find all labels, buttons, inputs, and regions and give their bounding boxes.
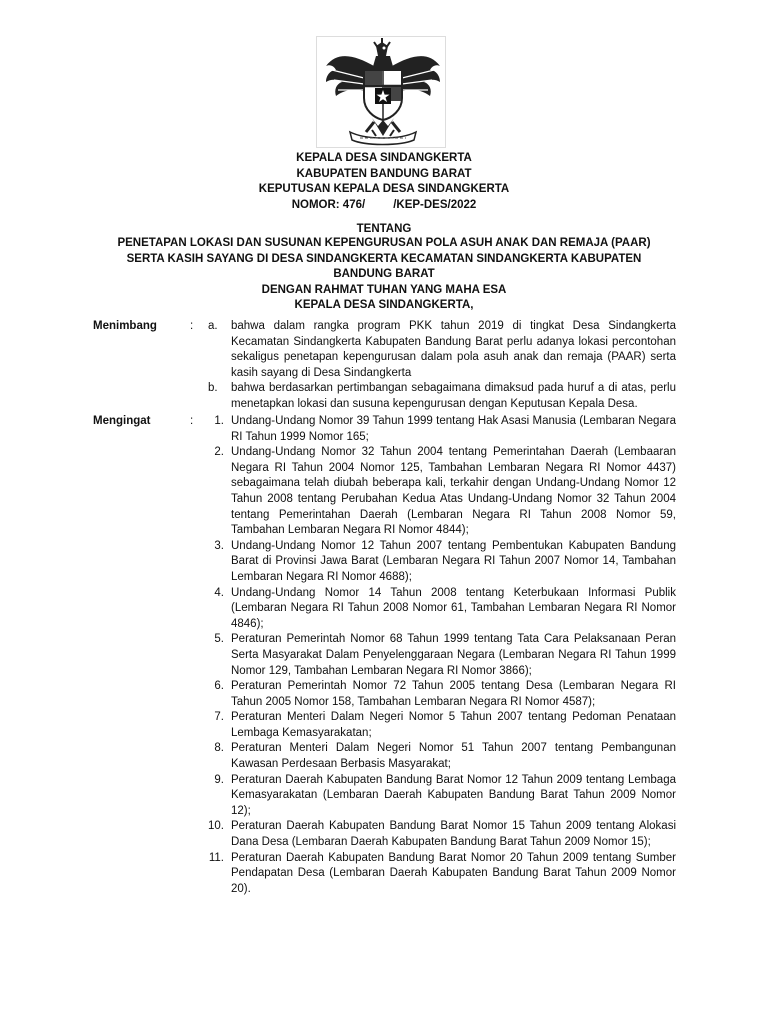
- mengingat-item-text: Undang-Undang Nomor 12 Tahun 2007 tentang Pembentukan Kabupaten Bandung Barat di Provinsi Jawa Barat (Lembaran Negara RI Tahun 2007 Nomor 14, Tambahan Lembaran Negara RI Nomor 4688);: [231, 539, 676, 583]
- mengingat-item-text: Peraturan Pemerintah Nomor 72 Tahun 2005 tentang Desa (Lembaran Negara RI Tahun 2005 Nomor 158, Tambahan Lembaran Negara RI Nomor 4587);: [231, 680, 676, 708]
- mengingat-item: [200, 773, 676, 820]
- mengingat-item-marker: 10.: [208, 820, 224, 833]
- mengingat-item: [200, 539, 676, 586]
- mengingat-item-text: Peraturan Daerah Kabupaten Bandung Barat Nomor 15 Tahun 2009 tentang Alokasi Dana Desa (Lembaran Daerah Kabupaten Bandung Barat Tahun 2009 Nomor 15);: [231, 820, 676, 849]
- menimbang-item-text: bahwa berdasarkan pertimbangan sebagaimana dimaksud pada huruf a di atas, perlu menetapkan lokasi dan susuna kepengurusan dengan Keputusan Kepala Desa.: [231, 382, 676, 410]
- header-line-3: KEPUTUSAN KEPALA DESA SINDANGKERTA: [258, 183, 510, 196]
- mengingat-item: [200, 741, 676, 772]
- menimbang-item-marker: a.: [208, 320, 218, 332]
- mengingat-item-marker: 4.: [214, 586, 224, 599]
- header-line-1: KEPALA DESA SINDANGKERTA: [296, 152, 472, 164]
- title-line-1: PENETAPAN LOKASI DAN SUSUNAN KEPENGURUSAN POLA ASUH ANAK DAN REMAJA (PAAR): [117, 237, 651, 249]
- mengingat-list: [200, 414, 676, 897]
- mengingat-item: [200, 710, 676, 741]
- mengingat-item-marker: 6.: [214, 680, 224, 693]
- garuda-emblem: [316, 36, 446, 148]
- menimbang-list: [200, 319, 676, 413]
- decree-number: [0, 198, 768, 214]
- tentang-heading: TENTANG: [356, 223, 412, 236]
- mengingat-item-text: Peraturan Daerah Kabupaten Bandung Barat Nomor 12 Tahun 2009 tentang Lembaga Kemasyarakatan (Lembaran Daerah Kabupaten Bandung Barat Tahun 2009 Nomor 12);: [231, 773, 676, 817]
- mengingat-item-marker: 1.: [214, 415, 224, 427]
- decree-title: [100, 236, 668, 314]
- mengingat-item-marker: 5.: [214, 633, 224, 646]
- menimbang-item: [200, 319, 676, 381]
- mengingat-item: [200, 851, 676, 898]
- mengingat-item: [200, 586, 676, 633]
- title-line-3: DENGAN RAHMAT TUHAN YANG MAHA ESA: [261, 283, 507, 296]
- title-line-4: KEPALA DESA SINDANGKERTA,: [294, 299, 474, 312]
- mengingat-item: [200, 445, 676, 539]
- mengingat-item: [200, 819, 676, 850]
- mengingat-item-text: Peraturan Menteri Dalam Negeri Nomor 51 Tahun 2007 tentang Pembangunan Kawasan Perdesaan Berbasis Masyarakat;: [231, 742, 676, 771]
- mengingat-item: [200, 679, 676, 710]
- decree-number-prefix: NOMOR: 476/: [291, 198, 366, 211]
- header-line-2: KABUPATEN BANDUNG BARAT: [296, 167, 472, 180]
- mengingat-item: [200, 632, 676, 679]
- mengingat-item: [200, 414, 676, 445]
- mengingat-item-text: Undang-Undang Nomor 39 Tahun 1999 tentang Hak Asasi Manusia (Lembaran Negara RI Tahun 1999 Nomor 165;: [231, 415, 676, 443]
- mengingat-colon: :: [190, 415, 194, 427]
- menimbang-item-marker: b.: [208, 382, 218, 395]
- mengingat-item-text: Peraturan Menteri Dalam Negeri Nomor 5 Tahun 2007 tentang Pedoman Penataan Lembaga Kemasyarakatan;: [231, 711, 676, 739]
- mengingat-item-marker: 11.: [208, 851, 224, 864]
- mengingat-item-text: Undang-Undang Nomor 14 Tahun 2008 tentang Keterbukaan Informasi Publik (Lembaran Negara RI Tahun 2008 Nomor 61, Tambahan Lembaran Negara RI Nomor 4846);: [231, 586, 676, 630]
- mengingat-item-marker: 8.: [214, 742, 224, 755]
- document-header: [0, 151, 768, 238]
- menimbang-colon: :: [190, 320, 194, 332]
- menimbang-item-text: bahwa dalam rangka program PKK tahun 2019 di tingkat Desa Sindangkerta Kecamatan Sindangkerta Kabupaten Bandung Barat perlu adanya lokasi percontohan sekaligus penetapan kepengurusan dalam pola asuh anak dan remaja (PAAR) serta kasih sayang di Desa Sindangkerta: [231, 320, 676, 379]
- mengingat-item-marker: 7.: [214, 711, 224, 724]
- mengingat-item-text: Peraturan Pemerintah Nomor 68 Tahun 1999 tentang Tata Cara Pelaksanaan Peran Serta Masyarakat Dalam Penyelenggaraan Negara (Lembaran Negara RI Tahun 1999 Nomor 129, Tambahan Lembaran Negara RI Nomor 3866);: [231, 633, 676, 677]
- mengingat-item-marker: 3.: [214, 539, 224, 552]
- mengingat-item-text: Peraturan Daerah Kabupaten Bandung Barat Nomor 20 Tahun 2009 tentang Sumber Pendapatan Desa (Lembaran Daerah Kabupaten Bandung Barat Tahun 2009 Nomor 20).: [231, 851, 676, 895]
- mengingat-item-marker: 9.: [214, 773, 224, 786]
- mengingat-item-marker: 2.: [214, 446, 224, 459]
- decree-number-suffix: /KEP-DES/2022: [393, 198, 477, 211]
- mengingat-label: Mengingat: [93, 415, 151, 427]
- menimbang-label: Menimbang: [93, 320, 157, 332]
- mengingat-item-text: Undang-Undang Nomor 32 Tahun 2004 tentang Pemerintahan Daerah (Lembaaran Negara RI Tahun 2004 Nomor 125, Tambahan Lembaran Negara RI Nomor 4437) sebagaimana telah diubah beberapa kali, terkahir dengan Undang-Undang Nomor 12 Tahun 2008 tentang Perubahan Kedua Atas Undang-Undang Nomor 32 Tahun 2004 tentang Pemerintahan Daerah (Lembaran Negara RI Tahun 2008 Nomor 59, Tambahan Lembaran Negara RI Nomor 4844);: [231, 446, 676, 537]
- title-line-2: SERTA KASIH SAYANG DI DESA SINDANGKERTA KECAMATAN SINDANGKERTA KABUPATEN BANDUNG BARAT: [126, 252, 642, 281]
- menimbang-item: [200, 381, 676, 412]
- garuda-emblem-icon: [316, 36, 446, 148]
